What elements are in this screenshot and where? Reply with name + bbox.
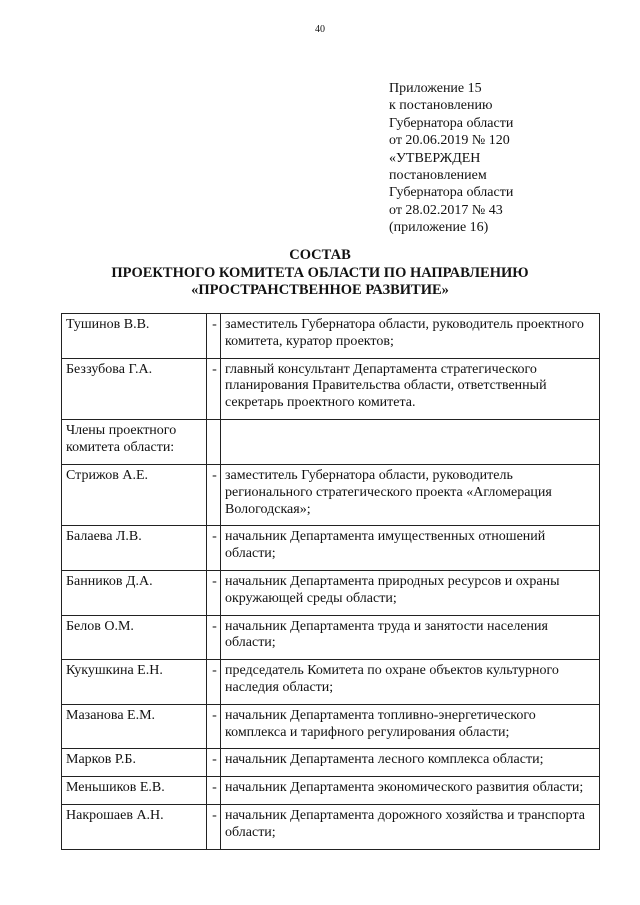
member-name: Мазанова Е.М.: [62, 704, 207, 749]
member-name: Накрошаев А.Н.: [62, 804, 207, 849]
member-role: заместитель Губернатора области, руководитель регионального стратегического проекта «Агломерация Вологодская»;: [221, 464, 600, 525]
dash-cell: -: [207, 660, 221, 705]
member-role: главный консультант Департамента стратегического планирования Правительства области, ответственный секретарь проектного комитета.: [221, 358, 600, 419]
committee-members-table: [61, 313, 600, 850]
member-name: Марков Р.Б.: [62, 749, 207, 777]
appendix-line: от 20.06.2019 № 120: [389, 133, 510, 149]
appendix-line: постановлением: [389, 168, 487, 184]
appendix-line: от 28.02.2017 № 43: [389, 202, 503, 218]
table-row: [62, 419, 600, 464]
table-row: [62, 804, 600, 849]
member-role: начальник Департамента имущественных отношений области;: [221, 526, 600, 571]
member-role: начальник Департамента труда и занятости населения области;: [221, 615, 600, 660]
dash-cell: -: [207, 804, 221, 849]
appendix-line: Губернатора области: [389, 115, 514, 131]
dash-cell: -: [207, 314, 221, 359]
member-name: Кукушкина Е.Н.: [62, 660, 207, 705]
title-line: СОСТАВ: [289, 247, 351, 263]
dash-cell: -: [207, 358, 221, 419]
dash-cell: -: [207, 570, 221, 615]
dash-cell: [207, 419, 221, 464]
appendix-note: [389, 80, 513, 237]
table-row: [62, 314, 600, 359]
table-row: [62, 704, 600, 749]
member-role: начальник Департамента лесного комплекса области;: [221, 749, 600, 777]
table-row: [62, 615, 600, 660]
dash-cell: -: [207, 777, 221, 805]
table-row: [62, 660, 600, 705]
table-row: [62, 358, 600, 419]
member-name: Стрижов А.Е.: [62, 464, 207, 525]
table-row: [62, 749, 600, 777]
member-role: [221, 419, 600, 464]
member-role: начальник Департамента дорожного хозяйства и транспорта области;: [221, 804, 600, 849]
dash-cell: -: [207, 704, 221, 749]
dash-cell: -: [207, 526, 221, 571]
table-row: [62, 777, 600, 805]
member-role: начальник Департамента природных ресурсов и охраны окружающей среды области;: [221, 570, 600, 615]
member-name: Беззубова Г.А.: [62, 358, 207, 419]
member-role: председатель Комитета по охране объектов культурного наследия области;: [221, 660, 600, 705]
dash-cell: -: [207, 464, 221, 525]
dash-cell: -: [207, 749, 221, 777]
appendix-line: к постановлению: [389, 98, 493, 114]
appendix-line: «УТВЕРЖДЕН: [389, 150, 481, 166]
appendix-line: (приложение 16): [389, 220, 489, 236]
table-row: [62, 570, 600, 615]
member-name: Банников Д.А.: [62, 570, 207, 615]
member-role: начальник Департамента топливно-энергетического комплекса и тарифного регулирования области;: [221, 704, 600, 749]
members-heading: Члены проектного комитета области:: [62, 419, 207, 464]
title-line: ПРОЕКТНОГО КОМИТЕТА ОБЛАСТИ ПО НАПРАВЛЕНИЮ: [111, 264, 529, 281]
member-name: Меньшиков Е.В.: [62, 777, 207, 805]
appendix-line: Приложение 15: [389, 81, 482, 96]
member-role: начальник Департамента экономического развития области;: [221, 777, 600, 805]
appendix-line: Губернатора области: [389, 185, 514, 201]
table-row: [62, 464, 600, 525]
member-role: заместитель Губернатора области, руководитель проектного комитета, куратор проектов;: [221, 314, 600, 359]
document-title: [0, 247, 640, 300]
title-line: «ПРОСТРАНСТВЕННОЕ РАЗВИТИЕ»: [191, 282, 449, 298]
page-number: 40: [315, 24, 325, 35]
member-name: Тушинов В.В.: [62, 314, 207, 359]
dash-cell: -: [207, 615, 221, 660]
member-name: Белов О.М.: [62, 615, 207, 660]
member-name: Балаева Л.В.: [62, 526, 207, 571]
table-row: [62, 526, 600, 571]
